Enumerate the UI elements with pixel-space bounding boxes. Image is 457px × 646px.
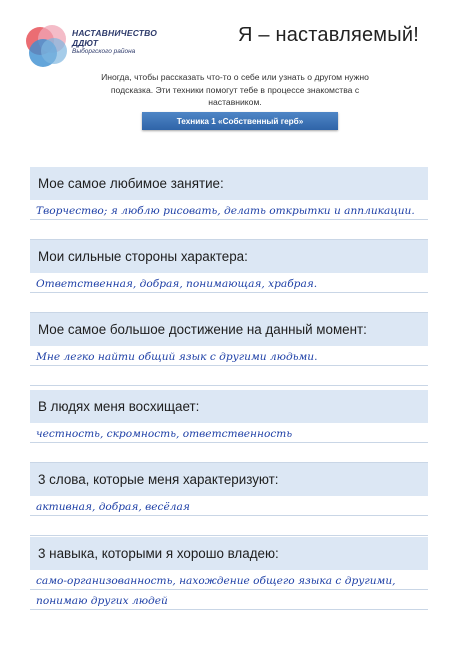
- question-label: Мои сильные стороны характера:: [30, 240, 428, 273]
- logo-circles-icon: [24, 22, 76, 70]
- question-label: 3 навыка, которыми я хорошо владею:: [30, 537, 428, 570]
- answer-area: [30, 496, 428, 536]
- answer-area: [30, 423, 428, 463]
- technique-button[interactable]: Техника 1 «Собственный герб»: [142, 112, 338, 130]
- handwritten-answer: Мне легко найти общий язык с другими людьми.: [36, 351, 318, 363]
- section-three-skills: [30, 537, 428, 610]
- section-strengths: [30, 240, 428, 313]
- handwritten-answer: честность, скромность, ответственность: [36, 428, 293, 440]
- handwritten-answer: активная, добрая, весёлая: [36, 501, 190, 513]
- intro-text: Иногда, чтобы рассказать что-то о себе или узнать о другом нужно подсказка. Эти техники помогут тебе в процессе знакомства с наставником.: [101, 72, 369, 107]
- section-favorite-activity: [30, 167, 428, 240]
- question-label: Мое самое большое достижение на данный момент:: [30, 313, 428, 346]
- section-admire: [30, 390, 428, 463]
- logo-line-1: НАСТАВНИЧЕСТВО: [72, 28, 158, 38]
- logo: [24, 22, 184, 72]
- section-achievement: [30, 313, 428, 386]
- logo-line-3: Выборгского района: [72, 48, 136, 55]
- logo-line-2: ДДЮТ: [72, 38, 98, 48]
- handwritten-answer: само-организованность, нахождение общего языка с другими, понимаю других людей: [36, 575, 396, 607]
- handwritten-answer: Ответственная, добрая, понимающая, храбрая.: [36, 278, 318, 290]
- section-three-words: [30, 463, 428, 536]
- question-label: В людях меня восхищает:: [30, 390, 428, 423]
- logo-text: [72, 28, 157, 55]
- answer-area: [30, 570, 428, 610]
- question-label: Мое самое любимое занятие:: [30, 167, 428, 200]
- handwritten-answer: Творчество; я люблю рисовать, делать открытки и аппликации.: [36, 205, 415, 217]
- question-label: 3 слова, которые меня характеризуют:: [30, 463, 428, 496]
- answer-area: [30, 200, 428, 240]
- answer-area: [30, 273, 428, 313]
- page-title: Я – наставляемый!: [238, 24, 419, 46]
- answer-area: [30, 346, 428, 386]
